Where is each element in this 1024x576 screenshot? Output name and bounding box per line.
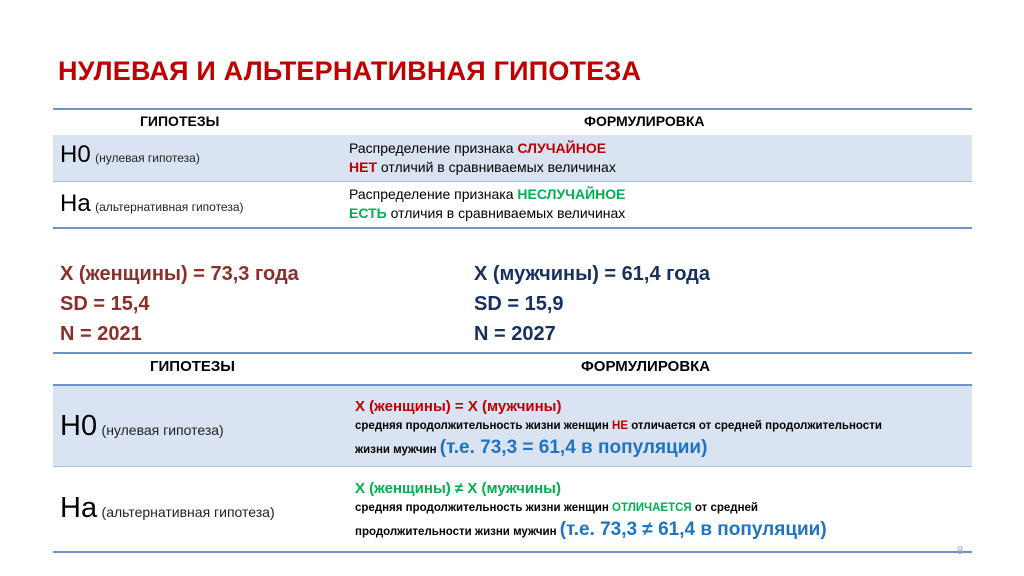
table-1-row-divider bbox=[53, 181, 972, 182]
ha-keyword-yes: ЕСТЬ bbox=[349, 205, 387, 221]
ha-name: (альтернативная гипотеза) bbox=[101, 504, 275, 520]
table-1-top-rule bbox=[53, 108, 972, 110]
men-mean: X (мужчины) = 61,4 года bbox=[474, 263, 710, 285]
page-number: 8 bbox=[957, 545, 964, 557]
h0-desc-part2: отличается от средней продолжительности bbox=[628, 420, 882, 432]
women-mean: X (женщины) = 73,3 года bbox=[60, 263, 299, 285]
table-2-h0-formulation bbox=[355, 397, 882, 462]
table-1-h0-formulation bbox=[349, 139, 616, 177]
ha-line2-rest: отличия в сравниваемых величинах bbox=[386, 205, 626, 221]
h0-desc-line2: жизни мужчин bbox=[355, 444, 440, 456]
women-stats bbox=[60, 259, 299, 349]
ha-desc-part1: средняя продолжительность жизни женщин bbox=[355, 502, 613, 514]
h0-symbol: H0 bbox=[60, 410, 98, 442]
table-1-h0-hypothesis bbox=[60, 141, 200, 169]
h0-keyword-not: НЕ bbox=[612, 420, 628, 432]
table-2-row-divider bbox=[53, 466, 972, 467]
table-2-header-formulation: ФОРМУЛИРОВКА bbox=[581, 358, 711, 375]
ha-symbol: На bbox=[60, 190, 91, 217]
h0-population-note: (т.е. 73,3 = 61,4 в популяции) bbox=[439, 437, 708, 458]
h0-name: (нулевая гипотеза) bbox=[95, 151, 200, 165]
h0-symbol: H0 bbox=[60, 141, 91, 168]
h0-line2-rest: отличий в сравниваемых величинах bbox=[377, 159, 616, 175]
men-n: N = 2027 bbox=[474, 323, 556, 345]
table-2-h0-hypothesis bbox=[60, 410, 224, 443]
table-1-ha-hypothesis bbox=[60, 190, 244, 218]
women-sd: SD = 15,4 bbox=[60, 293, 150, 315]
page-title: НУЛЕВАЯ И АЛЬТЕРНАТИВНАЯ ГИПОТЕЗА bbox=[58, 56, 642, 86]
table-2-top-rule bbox=[53, 352, 972, 354]
table-2-ha-formulation bbox=[355, 479, 827, 544]
ha-desc-line2: продолжительности жизни мужчин bbox=[355, 526, 560, 538]
men-stats bbox=[474, 259, 710, 349]
table-2-bottom-rule bbox=[53, 551, 972, 553]
ha-population-note: (т.е. 73,3 ≠ 61,4 в популяции) bbox=[559, 519, 827, 540]
table-1-header-hypotheses: ГИПОТЕЗЫ bbox=[140, 113, 220, 129]
ha-keyword-nonrandom: НЕСЛУЧАЙНОЕ bbox=[517, 186, 626, 202]
men-sd: SD = 15,9 bbox=[474, 293, 564, 315]
ha-formula: X (женщины) ≠ X (мужчины) bbox=[355, 480, 561, 497]
table-2-header-hypotheses: ГИПОТЕЗЫ bbox=[150, 358, 235, 375]
h0-name: (нулевая гипотеза) bbox=[101, 422, 224, 438]
table-1-bottom-rule bbox=[53, 227, 972, 229]
table-1-header-formulation: ФОРМУЛИРОВКА bbox=[584, 113, 705, 129]
h0-keyword-no: НЕТ bbox=[349, 159, 377, 175]
h0-desc-part1: средняя продолжительность жизни женщин bbox=[355, 420, 613, 432]
h0-line1-prefix: Распределение признака bbox=[349, 140, 518, 156]
ha-desc-part2: от средней bbox=[691, 502, 758, 514]
h0-keyword-random: СЛУЧАЙНОЕ bbox=[517, 140, 607, 156]
ha-line1-prefix: Распределение признака bbox=[349, 186, 518, 202]
ha-symbol: На bbox=[60, 492, 98, 524]
ha-keyword-differs: ОТЛИЧАЕТСЯ bbox=[612, 502, 692, 514]
h0-formula: X (женщины) = X (мужчины) bbox=[355, 398, 562, 415]
table-1-ha-formulation bbox=[349, 185, 626, 223]
table-2-ha-hypothesis bbox=[60, 492, 275, 525]
women-n: N = 2021 bbox=[60, 323, 142, 345]
ha-name: (альтернативная гипотеза) bbox=[95, 200, 244, 214]
